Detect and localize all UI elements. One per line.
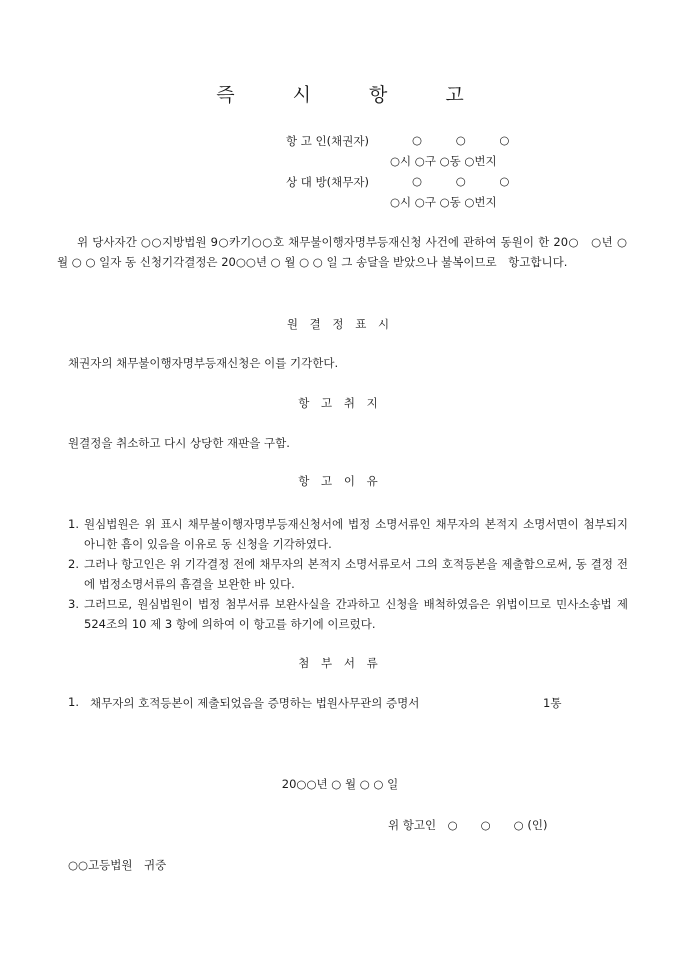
section-heading-reasons: 항 고 이 유 [298,474,382,488]
list-item [68,514,628,554]
signature-line: 위 항고인 ○ ○ ○ (인) [388,818,548,832]
purpose-text: 원결정을 취소하고 다시 상당한 재판을 구함. [68,436,290,450]
list-item-text: 그러므로, 원심법원이 법정 첨부서류 보완사실을 간과하고 신청을 배척하였음은 위법이므로 민사소송법 제524조의 10 제 3 항에 의하여 이 항고를 하기에 이르렀다. [84,597,628,631]
appellant-label: 항 고 인(채권자) [286,134,369,148]
attachment-count: 1통 [543,696,562,710]
list-item-number: 1. [68,517,79,531]
document-title: 즉 시 항 고 [216,84,490,106]
list-item-number: 2. [68,557,79,571]
respondent-name: ○ ○ ○ [412,174,510,188]
list-item-text: 원심법원은 위 표시 채무불이행자명부등재신청서에 법정 소명서류인 채무자의 본적지 소명서면이 첨부되지 아니한 흠이 있음을 이유로 동 신청을 기각하였다. [84,517,628,551]
list-item [68,594,628,634]
appellant-name: ○ ○ ○ [412,133,510,147]
section-heading-purpose: 항 고 취 지 [298,396,382,410]
list-item-text: 그러나 항고인은 위 기각결정 전에 채무자의 본적지 소명서류로서 그의 호적등본을 제출함으로써, 동 결정 전에 법정소명서류의 흠결을 보완한 바 있다. [84,557,628,591]
reasons-list [68,514,628,634]
original-decision-text: 채권자의 채무불이행자명부등재신청은 이를 기각한다. [68,356,339,370]
respondent-label: 상 대 방(채무자) [286,175,369,189]
attachment-text: 채무자의 호적등본이 제출되었음을 증명하는 법원사무관의 증명서 [90,696,420,710]
list-item [68,554,628,594]
attachment-number: 1. [68,695,79,709]
document-date: 20○○년 ○ 월 ○ ○ 일 [281,777,399,791]
section-heading-attachments: 첨 부 서 류 [298,656,382,670]
appellant-address: ○시 ○구 ○동 ○번지 [390,154,497,168]
section-heading-original: 원 결 정 표 시 [286,317,394,331]
intro-paragraph: 위 당사자간 ○○지방법원 9○카기○○호 채무불이행자명부등재신청 사건에 관하여 동원이 한 20○ ○년 ○ 월 ○ ○ 일자 동 신청기각결정은 20○○년 ○ 월 ○ ○ 일 그 송달을 받았으나 불복이므로 항고합니다. [57,235,627,269]
addressee: ○○고등법원 귀중 [68,858,167,872]
respondent-address: ○시 ○구 ○동 ○번지 [390,195,497,209]
list-item-number: 3. [68,597,79,611]
